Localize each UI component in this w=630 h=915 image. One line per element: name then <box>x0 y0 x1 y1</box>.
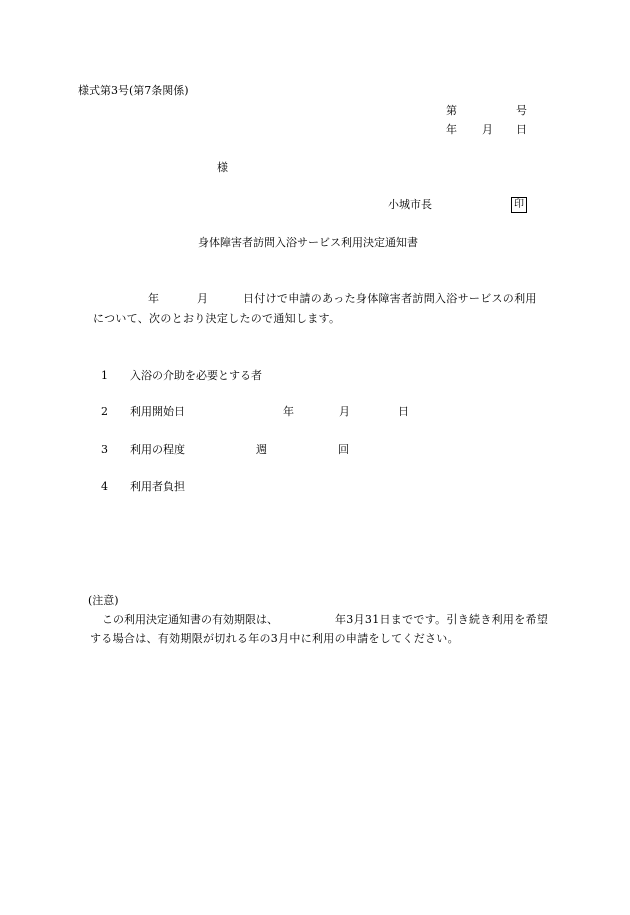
item-4-label: 利用者負担 <box>130 480 185 493</box>
body-month-label: 月 <box>197 292 208 305</box>
item-3-number: 3 <box>101 443 108 456</box>
doc-number-suffix: 号 <box>516 104 527 117</box>
item-1-number: 1 <box>101 369 108 382</box>
body-line-1: 日付けで申請のあった身体障害者訪問入浴サービスの利用 <box>243 292 537 305</box>
note-line-1b: 年3月31日までです。引き続き利用を希望 <box>335 613 549 626</box>
addressee-honorific: 様 <box>217 161 228 174</box>
item-1-label: 入浴の介助を必要とする者 <box>130 369 262 382</box>
body-line-2: について、次のとおり決定したので通知します。 <box>93 312 341 325</box>
note-line-1a: この利用決定通知書の有効期限は、 <box>102 613 278 626</box>
seal-mark: 印 <box>511 197 527 213</box>
issuer-name: 小城市長 <box>388 198 432 211</box>
document-title: 身体障害者訪問入浴サービス利用決定通知書 <box>198 236 418 249</box>
item-2-label: 利用開始日 <box>130 405 185 418</box>
item-2-year-label: 年 <box>283 405 294 418</box>
item-2-number: 2 <box>101 405 108 418</box>
date-month-label: 月 <box>482 123 493 136</box>
item-3-label: 利用の程度 <box>130 443 185 456</box>
doc-number-prefix: 第 <box>446 104 457 117</box>
form-number: 様式第3号(第7条関係) <box>78 84 189 97</box>
date-day-label: 日 <box>516 123 527 136</box>
item-4-number: 4 <box>101 480 108 493</box>
item-3-times-label: 回 <box>338 443 349 456</box>
item-2-month-label: 月 <box>339 405 350 418</box>
note-heading: (注意) <box>88 594 119 607</box>
body-year-label: 年 <box>148 292 159 305</box>
date-year-label: 年 <box>446 123 457 136</box>
item-3-week-label: 週 <box>256 443 267 456</box>
item-2-day-label: 日 <box>398 405 409 418</box>
note-line-2: する場合は、有効期限が切れる年の3月中に利用の申請をしてください。 <box>90 632 459 645</box>
